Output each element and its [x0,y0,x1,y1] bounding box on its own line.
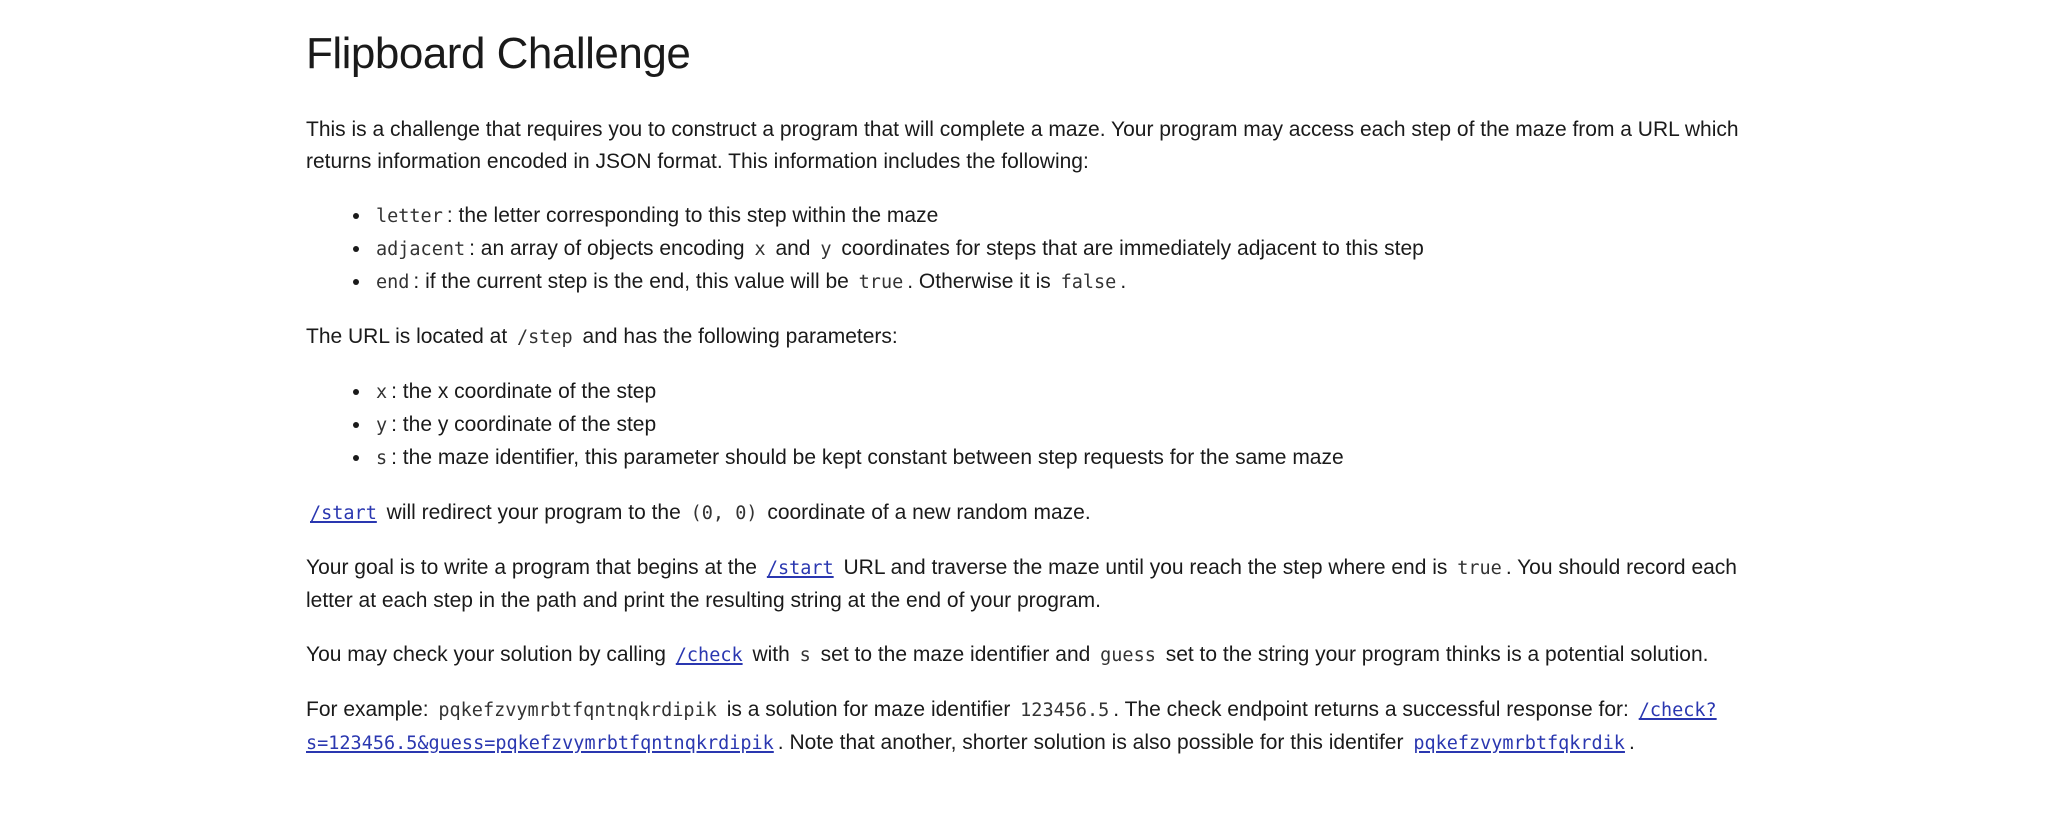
start-paragraph: /start will redirect your program to the (0, 0) coordinate of a new random maze. [306,497,1756,530]
list-item-s: • s : the maze identifier, this parameter should be kept constant between step requests for the same maze [372,442,1756,475]
page-title: Flipboard Challenge [306,29,691,78]
short-solution-link[interactable]: pqkefzvymrbtfqkrdik [1413,733,1625,754]
code-maze-id: 123456.5 [1020,700,1110,721]
list-item-end: • end : if the current step is the end, this value will be true . Otherwise it is false . [372,266,1756,299]
list-item-adjacent: • adjacent : an array of objects encoding x and y coordinates for steps that are immediately adjacent to this step [372,233,1756,266]
goal-start-link[interactable]: /start [766,558,834,579]
params-list [306,376,1756,475]
code-true: true [858,272,904,293]
url-paragraph: The URL is located at /step and has the following parameters: [306,325,898,348]
code-goal-true: true [1457,558,1502,579]
code-solution: pqkefzvymrbtfqntnqkrdipik [438,700,717,721]
example-paragraph: For example: pqkefzvymrbtfqntnqkrdipik is a solution for maze identifier 123456.5 . The check endpoint returns a successful response for: /check?s=123456.5&guess=pqkefzvymrbtfqntnqkrdipik . Note that another, shorter solution is also possible for this identifer pqkefzvymrbtfqkrdik . [306,698,1717,754]
list-item-letter: • letter : the letter corresponding to this step within the maze [372,200,1756,233]
check-link[interactable]: /check [675,645,743,666]
code-coord: (0, 0) [690,503,758,524]
goal-paragraph: Your goal is to write a program that begins at the /start URL and traverse the maze until you reach the step where end is true . You should record each letter at each step in the path and print the resulting string at the end of your program. [306,556,1737,612]
check-example-link[interactable]: /check?s=123456.5&guess=pqkefzvymrbtfqntnqkrdipik [306,700,1717,754]
code-letter: letter [376,206,443,227]
code-param-y: y [376,415,388,436]
code-guess: guess [1100,645,1156,666]
check-paragraph: You may check your solution by calling /check with s set to the maze identifier and guess set to the string your program thinks is a potential solution. [306,643,1709,666]
code-y: y [820,239,832,260]
code-adjacent: adjacent [376,239,466,260]
intro-paragraph: This is a challenge that requires you to construct a program that will complete a maze. Your program may access each step of the maze from a URL which returns information encoded in JSON format. This information includes the following: [306,118,1739,173]
fields-list [306,200,1756,299]
code-x: x [754,239,766,260]
code-check-s: s [799,645,811,666]
code-step: /step [517,327,573,348]
code-param-s: s [376,448,388,469]
start-link[interactable]: /start [310,503,377,524]
list-item-y: • y : the y coordinate of the step [372,409,1756,442]
code-param-x: x [376,382,388,403]
code-false: false [1060,272,1117,293]
list-item-x: • x : the x coordinate of the step [372,376,1756,409]
code-end: end [376,272,410,293]
document [306,0,1756,760]
